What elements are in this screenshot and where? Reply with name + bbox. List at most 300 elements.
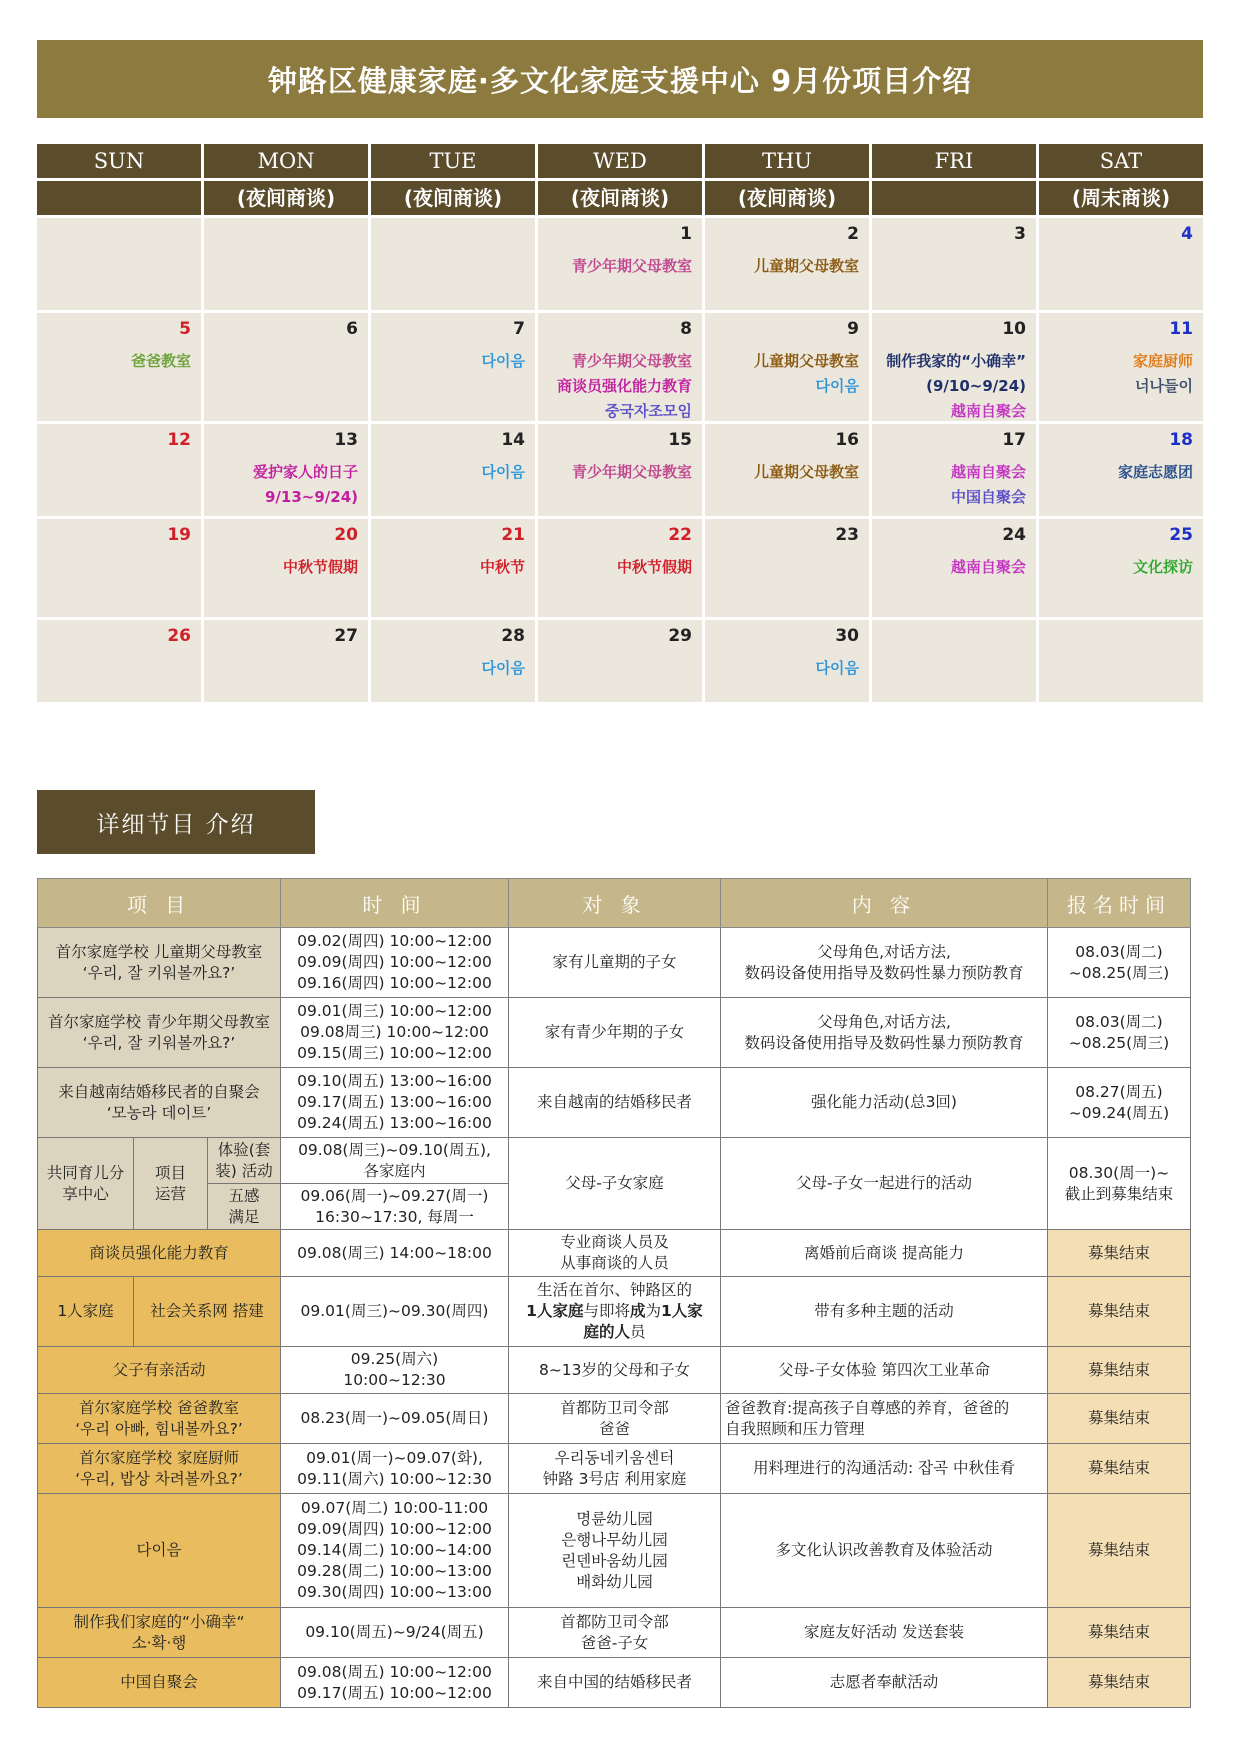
reg-line: 08.03(周二) bbox=[1075, 942, 1163, 961]
program-name: 商谈员强化能力教育 bbox=[38, 1230, 281, 1277]
calendar-day-cell bbox=[1039, 620, 1203, 702]
program-content: 带有多种主题的活动 bbox=[721, 1277, 1048, 1347]
calendar-day-cell bbox=[371, 424, 535, 516]
day-number: 4 bbox=[1181, 224, 1193, 244]
day-events bbox=[375, 460, 525, 485]
day-number: 10 bbox=[1002, 319, 1026, 339]
day-number: 25 bbox=[1169, 525, 1193, 545]
table-row bbox=[38, 1608, 1191, 1658]
day-header-fri: FRI bbox=[872, 144, 1036, 178]
activity-type-line: 五感 bbox=[228, 1186, 260, 1205]
calendar-day-cell bbox=[1039, 424, 1203, 516]
day-events bbox=[41, 349, 191, 374]
program-time: 09.10(周五)~9/24(周五) bbox=[281, 1608, 509, 1658]
calendar-day-cell bbox=[1039, 313, 1203, 421]
program-activity-type bbox=[208, 1138, 281, 1184]
calendar-day-cell bbox=[37, 424, 201, 516]
day-number: 8 bbox=[680, 319, 692, 339]
calendar-event: 중국자조모임 bbox=[605, 402, 692, 420]
day-events bbox=[709, 460, 859, 485]
time-line: 09.17(周五) 10:00~12:00 bbox=[297, 1683, 492, 1702]
calendar-event: 儿童期父母教室 bbox=[753, 463, 859, 481]
calendar-event: 儿童期父母教室 bbox=[753, 352, 859, 370]
program-content bbox=[721, 928, 1048, 998]
content-line: 父母角色,对话方法, bbox=[817, 942, 951, 961]
calendar-event: 家庭志愿团 bbox=[1117, 463, 1193, 481]
time-line: 09.24(周五) 13:00~16:00 bbox=[297, 1114, 492, 1132]
day-events bbox=[542, 555, 692, 580]
day-events bbox=[208, 460, 358, 510]
day-events bbox=[709, 656, 859, 681]
time-line: 各家庭内 bbox=[363, 1161, 426, 1180]
program-subname bbox=[134, 1138, 208, 1230]
table-row bbox=[38, 1138, 1191, 1184]
target-text: 为 bbox=[645, 1302, 662, 1320]
subheader-sat: (周末商谈) bbox=[1039, 181, 1203, 215]
program-name-line: ‘우리, 잘 키워볼까요?’ bbox=[82, 963, 236, 982]
activity-type-line: 体验(套 bbox=[217, 1140, 271, 1159]
day-number: 22 bbox=[668, 525, 692, 545]
calendar-day-cell bbox=[872, 519, 1036, 617]
day-number: 20 bbox=[334, 525, 358, 545]
content-line: 爸爸教育:提高孩子自尊感的养育，爸爸的 bbox=[725, 1398, 1010, 1417]
day-number: 2 bbox=[847, 224, 859, 244]
calendar-event: 家庭厨师 bbox=[1132, 352, 1193, 370]
program-name: 다이음 bbox=[38, 1494, 281, 1608]
calendar-day-cell bbox=[872, 424, 1036, 516]
calendar-day-cell bbox=[538, 519, 702, 617]
target-line: 从事商谈的人员 bbox=[560, 1254, 669, 1272]
day-events bbox=[1043, 555, 1193, 580]
program-content bbox=[721, 998, 1048, 1068]
program-time bbox=[281, 1068, 509, 1138]
day-events bbox=[208, 555, 358, 580]
day-events bbox=[876, 555, 1026, 580]
target-line: 爸爸 bbox=[598, 1419, 630, 1438]
calendar-event: 制作我家的“小确幸” bbox=[886, 352, 1026, 370]
program-activity-type bbox=[208, 1184, 281, 1230]
program-registration: 募集结束 bbox=[1048, 1494, 1191, 1608]
calendar-week bbox=[37, 424, 1203, 516]
program-name: 中国自聚会 bbox=[38, 1658, 281, 1708]
calendar-day-cell bbox=[872, 218, 1036, 310]
day-events bbox=[375, 349, 525, 374]
program-name bbox=[38, 1068, 281, 1138]
time-line: 09.16(周四) 10:00~12:00 bbox=[297, 974, 492, 992]
content-line: 自我照顾和压力管理 bbox=[725, 1419, 865, 1438]
program-content: 用料理进行的沟通活动: 잡곡 中秋佳肴 bbox=[721, 1444, 1048, 1494]
details-header-row bbox=[38, 879, 1191, 928]
time-line: 09.10(周五) 13:00~16:00 bbox=[297, 1072, 492, 1090]
calendar-day-cell bbox=[37, 519, 201, 617]
col-header-target: 对 象 bbox=[509, 879, 721, 928]
table-row bbox=[38, 1230, 1191, 1277]
time-line: 09.15(周三) 10:00~12:00 bbox=[297, 1044, 492, 1062]
calendar-day-cell bbox=[37, 313, 201, 421]
program-target bbox=[509, 1444, 721, 1494]
program-content: 父母-子女体验 第四次工业革命 bbox=[721, 1347, 1048, 1394]
program-name-line: 소·확·행 bbox=[131, 1633, 187, 1652]
day-number bbox=[1043, 626, 1193, 648]
calendar-event: 青少年期父母教室 bbox=[571, 352, 692, 370]
reg-line: ~09.24(周五) bbox=[1068, 1103, 1170, 1122]
day-number: 9 bbox=[847, 319, 859, 339]
program-name-line: 首尔家庭学校 家庭厨师 bbox=[79, 1448, 239, 1467]
day-events bbox=[542, 460, 692, 485]
day-events bbox=[876, 349, 1026, 424]
day-number: 12 bbox=[167, 430, 191, 450]
day-number: 7 bbox=[513, 319, 525, 339]
day-number: 27 bbox=[334, 626, 358, 646]
day-number bbox=[375, 224, 525, 246]
day-number: 26 bbox=[167, 626, 191, 646]
program-name-line: 来自越南结婚移民者的自聚会 bbox=[58, 1082, 260, 1101]
program-name bbox=[38, 1138, 134, 1230]
target-line bbox=[513, 1322, 716, 1343]
day-number: 14 bbox=[501, 430, 525, 450]
program-target bbox=[509, 1230, 721, 1277]
program-target: 来自越南的结婚移民者 bbox=[509, 1068, 721, 1138]
subheader-mon: (夜间商谈) bbox=[204, 181, 368, 215]
calendar-event: 越南自聚会 bbox=[950, 558, 1026, 576]
calendar-day-cell bbox=[204, 620, 368, 702]
program-content: 志愿者奉献活动 bbox=[721, 1658, 1048, 1708]
program-name: 父子有亲活动 bbox=[38, 1347, 281, 1394]
calendar-event: 너나들이 bbox=[1135, 377, 1193, 395]
target-text: 与即将 bbox=[583, 1302, 630, 1320]
calendar-subheader-row bbox=[37, 178, 1203, 215]
page-title: 钟路区健康家庭·多文化家庭支援中心 9月份项目介绍 bbox=[267, 63, 973, 98]
col-header-registration: 报名时间 bbox=[1048, 879, 1191, 928]
table-row bbox=[38, 1277, 1191, 1347]
program-time bbox=[281, 1494, 509, 1608]
day-events bbox=[1043, 460, 1193, 485]
day-number: 21 bbox=[501, 525, 525, 545]
reg-line: 08.27(周五) bbox=[1075, 1082, 1163, 1101]
content-line: 数码设备使用指导及数码性暴力预防教育 bbox=[744, 1033, 1024, 1052]
program-registration bbox=[1048, 1138, 1191, 1230]
program-name-line: 首尔家庭学校 儿童期父母教室 bbox=[55, 942, 263, 961]
calendar-day-cell bbox=[204, 424, 368, 516]
program-subname-line: 运营 bbox=[154, 1184, 186, 1203]
target-bold-text: 成 bbox=[629, 1302, 646, 1320]
calendar-day-cell bbox=[371, 620, 535, 702]
program-target bbox=[509, 1608, 721, 1658]
program-target: 父母-子女家庭 bbox=[509, 1138, 721, 1230]
target-line bbox=[513, 1301, 716, 1322]
day-number: 5 bbox=[179, 319, 191, 339]
calendar-day-cell bbox=[37, 620, 201, 702]
time-line: 09.08(周五) 10:00~12:00 bbox=[297, 1662, 492, 1681]
reg-line: 截止到募集结束 bbox=[1064, 1184, 1174, 1203]
calendar-weeks bbox=[37, 218, 1203, 702]
calendar-day-cell bbox=[872, 620, 1036, 702]
time-line: 09.28(周二) 10:00~13:00 bbox=[297, 1562, 492, 1580]
day-number bbox=[876, 626, 1026, 648]
day-number bbox=[208, 224, 358, 246]
day-events bbox=[542, 254, 692, 279]
program-time bbox=[281, 1347, 509, 1394]
activity-type-line: 装) 活动 bbox=[215, 1161, 273, 1180]
day-number: 3 bbox=[1014, 224, 1026, 244]
calendar-week bbox=[37, 620, 1203, 702]
calendar-day-cell bbox=[872, 313, 1036, 421]
program-name bbox=[38, 1394, 281, 1444]
target-text: 员 bbox=[630, 1323, 646, 1341]
calendar-event: 다이음 bbox=[815, 377, 859, 395]
target-line: 배화幼儿园 bbox=[576, 1572, 653, 1591]
col-header-time: 时 间 bbox=[281, 879, 509, 928]
calendar-event: 다이음 bbox=[815, 659, 859, 677]
subheader-tue: (夜间商谈) bbox=[371, 181, 535, 215]
target-line: 专业商谈人员及 bbox=[560, 1233, 669, 1251]
time-line: 09.11(周六) 10:00~12:30 bbox=[297, 1469, 492, 1488]
program-name: 1人家庭 bbox=[38, 1277, 134, 1347]
day-events bbox=[709, 254, 859, 279]
calendar-event: 青少年期父母教室 bbox=[571, 463, 692, 481]
day-number: 17 bbox=[1002, 430, 1026, 450]
calendar-day-cell bbox=[204, 218, 368, 310]
target-line: 首都防卫司令部 bbox=[560, 1398, 669, 1417]
calendar-day-cell bbox=[538, 620, 702, 702]
calendar-event: 中秋节 bbox=[479, 558, 525, 576]
program-target: 家有儿童期的子女 bbox=[509, 928, 721, 998]
table-row bbox=[38, 1444, 1191, 1494]
program-subname-line: 项目 bbox=[154, 1163, 186, 1182]
program-name bbox=[38, 928, 281, 998]
program-registration: 募集结束 bbox=[1048, 1347, 1191, 1394]
program-name-line: ‘우리, 잘 키워볼까요?’ bbox=[82, 1033, 236, 1052]
day-events bbox=[709, 349, 859, 399]
calendar-event: 儿童期父母教室 bbox=[753, 257, 859, 275]
details-section-title-text: 详细节目 介绍 bbox=[96, 811, 256, 838]
calendar bbox=[37, 144, 1203, 702]
time-line: 09.07(周二) 10:00-11:00 bbox=[300, 1499, 489, 1517]
time-line: 09.09(周四) 10:00~12:00 bbox=[297, 953, 492, 971]
calendar-day-cell bbox=[705, 620, 869, 702]
calendar-event: 다이음 bbox=[481, 463, 525, 481]
table-row bbox=[38, 1494, 1191, 1608]
table-row bbox=[38, 1394, 1191, 1444]
program-target: 8~13岁的父母和子女 bbox=[509, 1347, 721, 1394]
program-target bbox=[509, 1494, 721, 1608]
program-time bbox=[281, 1138, 509, 1184]
table-row bbox=[38, 998, 1191, 1068]
reg-line: ~08.25(周三) bbox=[1068, 963, 1170, 982]
page-title-banner bbox=[37, 40, 1203, 118]
table-row bbox=[38, 928, 1191, 998]
calendar-day-cell bbox=[37, 218, 201, 310]
day-header-sat: SAT bbox=[1039, 144, 1203, 178]
calendar-week bbox=[37, 218, 1203, 310]
calendar-day-cell bbox=[705, 519, 869, 617]
program-registration: 募集结束 bbox=[1048, 1658, 1191, 1708]
calendar-event: 다이음 bbox=[481, 352, 525, 370]
calendar-event: 越南自聚会 bbox=[950, 463, 1026, 481]
target-line: 우리동네키움센터 bbox=[554, 1448, 675, 1467]
day-events bbox=[876, 460, 1026, 510]
program-target bbox=[509, 1394, 721, 1444]
day-number: 18 bbox=[1169, 430, 1193, 450]
day-number: 29 bbox=[668, 626, 692, 646]
time-line: 09.01(周三) 10:00~12:00 bbox=[297, 1002, 492, 1020]
target-line: 린덴바움幼儿园 bbox=[561, 1551, 668, 1570]
day-number: 6 bbox=[346, 319, 358, 339]
program-name-line: 享中心 bbox=[62, 1184, 109, 1203]
day-events bbox=[375, 555, 525, 580]
target-line: 명륜幼儿园 bbox=[576, 1509, 653, 1528]
time-line: 09.09(周四) 10:00~12:00 bbox=[297, 1520, 492, 1538]
time-line: 09.08周三) 10:00~12:00 bbox=[300, 1023, 489, 1041]
day-number: 23 bbox=[835, 525, 859, 545]
table-row bbox=[38, 1347, 1191, 1394]
program-content: 强化能力活动(总3回) bbox=[721, 1068, 1048, 1138]
time-line: 09.17(周五) 13:00~16:00 bbox=[297, 1093, 492, 1111]
program-name-line: ‘우리 아빠, 힘내볼까요?’ bbox=[75, 1419, 243, 1438]
program-registration: 募集结束 bbox=[1048, 1230, 1191, 1277]
calendar-day-cell bbox=[538, 424, 702, 516]
day-events bbox=[542, 349, 692, 424]
target-line: 生活在首尔、钟路区的 bbox=[536, 1281, 692, 1299]
table-row bbox=[38, 1658, 1191, 1708]
day-header-sun: SUN bbox=[37, 144, 201, 178]
calendar-day-cell bbox=[538, 313, 702, 421]
day-number: 15 bbox=[668, 430, 692, 450]
calendar-event: 爸爸教室 bbox=[130, 352, 191, 370]
day-number: 16 bbox=[835, 430, 859, 450]
program-registration bbox=[1048, 1068, 1191, 1138]
day-number: 30 bbox=[835, 626, 859, 646]
day-header-mon: MON bbox=[204, 144, 368, 178]
day-header-wed: WED bbox=[538, 144, 702, 178]
details-table bbox=[37, 878, 1191, 1708]
target-bold-text: 庭的人 bbox=[583, 1323, 630, 1341]
calendar-day-cell bbox=[1039, 519, 1203, 617]
program-name-line: 首尔家庭学校 青少年期父母教室 bbox=[48, 1012, 270, 1031]
program-name bbox=[38, 1608, 281, 1658]
program-name-line: 制作我们家庭的“小确幸“ bbox=[73, 1612, 245, 1631]
program-time bbox=[281, 1184, 509, 1230]
calendar-day-cell bbox=[371, 313, 535, 421]
col-header-program: 项 目 bbox=[38, 879, 281, 928]
program-name-line: 首尔家庭学校 爸爸教室 bbox=[79, 1398, 239, 1417]
subheader-thu: (夜间商谈) bbox=[705, 181, 869, 215]
program-time bbox=[281, 998, 509, 1068]
calendar-week bbox=[37, 313, 1203, 421]
day-events bbox=[1043, 349, 1193, 399]
reg-line: 08.30(周一)~ bbox=[1068, 1163, 1170, 1182]
program-name bbox=[38, 998, 281, 1068]
calendar-event: 中秋节假期 bbox=[616, 558, 692, 576]
program-content: 离婚前后商谈 提高能力 bbox=[721, 1230, 1048, 1277]
program-name-line: ‘우리, 밥상 차려볼까요?’ bbox=[75, 1469, 243, 1488]
calendar-event: 中国自聚会 bbox=[950, 488, 1026, 506]
subheader-fri bbox=[872, 181, 1036, 215]
day-number: 1 bbox=[680, 224, 692, 244]
day-number: 11 bbox=[1169, 319, 1193, 339]
program-registration: 募集结束 bbox=[1048, 1394, 1191, 1444]
target-line: 은행나무幼儿园 bbox=[561, 1530, 668, 1549]
time-line: 09.14(周二) 10:00~14:00 bbox=[297, 1541, 492, 1559]
day-header-thu: THU bbox=[705, 144, 869, 178]
subheader-wed: (夜间商谈) bbox=[538, 181, 702, 215]
calendar-week bbox=[37, 519, 1203, 617]
calendar-day-cell bbox=[705, 218, 869, 310]
calendar-day-header-row bbox=[37, 144, 1203, 178]
program-registration bbox=[1048, 928, 1191, 998]
reg-line: ~08.25(周三) bbox=[1068, 1033, 1170, 1052]
day-number: 24 bbox=[1002, 525, 1026, 545]
calendar-day-cell bbox=[1039, 218, 1203, 310]
content-line: 数码设备使用指导及数码性暴力预防教育 bbox=[744, 963, 1024, 982]
day-number: 28 bbox=[501, 626, 525, 646]
activity-type-line: 满足 bbox=[228, 1207, 260, 1226]
program-content bbox=[721, 1394, 1048, 1444]
calendar-event: 越南自聚会 bbox=[950, 402, 1026, 420]
target-bold-text: 1人家 bbox=[661, 1302, 703, 1320]
calendar-event: 文化探访 bbox=[1132, 558, 1193, 576]
calendar-day-cell bbox=[204, 313, 368, 421]
day-number: 13 bbox=[334, 430, 358, 450]
target-bold-text: 1人家庭 bbox=[526, 1302, 584, 1320]
program-content: 父母-子女一起进行的活动 bbox=[721, 1138, 1048, 1230]
calendar-day-cell bbox=[371, 519, 535, 617]
calendar-day-cell bbox=[705, 424, 869, 516]
content-line: 父母角色,对话方法, bbox=[817, 1012, 951, 1031]
calendar-event: 爱护家人的日子9/13~9/24) bbox=[252, 463, 358, 506]
calendar-event: 다이음 bbox=[481, 659, 525, 677]
day-number bbox=[41, 224, 191, 246]
time-line: 09.08(周三)~09.10(周五), bbox=[298, 1140, 491, 1159]
calendar-day-cell bbox=[538, 218, 702, 310]
subheader-sun bbox=[37, 181, 201, 215]
target-line: 爸爸-子女 bbox=[580, 1633, 649, 1652]
reg-line: 08.03(周二) bbox=[1075, 1012, 1163, 1031]
program-content: 多文化认识改善教育及体验活动 bbox=[721, 1494, 1048, 1608]
calendar-event: 商谈员强化能力教育 bbox=[556, 377, 692, 395]
program-time bbox=[281, 928, 509, 998]
time-line: 09.02(周四) 10:00~12:00 bbox=[297, 932, 492, 950]
time-line: 09.25(周六) bbox=[350, 1350, 439, 1368]
program-registration bbox=[1048, 998, 1191, 1068]
program-registration: 募集结束 bbox=[1048, 1277, 1191, 1347]
program-target bbox=[509, 1277, 721, 1347]
program-registration: 募集结束 bbox=[1048, 1444, 1191, 1494]
program-time: 09.08(周三) 14:00~18:00 bbox=[281, 1230, 509, 1277]
calendar-event: (9/10~9/24) bbox=[926, 377, 1026, 395]
time-line: 16:30~17:30, 每周一 bbox=[315, 1207, 474, 1226]
col-header-content: 内 容 bbox=[721, 879, 1048, 928]
target-line: 首都防卫司令部 bbox=[560, 1612, 669, 1631]
program-time: 08.23(周一)~09.05(周日) bbox=[281, 1394, 509, 1444]
program-name bbox=[38, 1444, 281, 1494]
program-name-line: ‘모농라 데이트’ bbox=[106, 1103, 212, 1122]
program-target: 来自中国的结婚移民者 bbox=[509, 1658, 721, 1708]
time-line: 09.01(周一)~09.07(화), bbox=[306, 1448, 483, 1467]
time-line: 09.30(周四) 10:00~13:00 bbox=[297, 1583, 492, 1601]
calendar-event: 青少年期父母教室 bbox=[571, 257, 692, 275]
calendar-day-cell bbox=[204, 519, 368, 617]
table-row bbox=[38, 1068, 1191, 1138]
program-content: 家庭友好活动 发送套装 bbox=[721, 1608, 1048, 1658]
program-name-line: 共同育儿分 bbox=[46, 1163, 125, 1182]
program-registration: 募集结束 bbox=[1048, 1608, 1191, 1658]
program-time bbox=[281, 1444, 509, 1494]
day-events bbox=[375, 656, 525, 681]
program-target: 家有青少年期的子女 bbox=[509, 998, 721, 1068]
details-section-title bbox=[37, 790, 315, 854]
program-time: 09.01(周三)~09.30(周四) bbox=[281, 1277, 509, 1347]
